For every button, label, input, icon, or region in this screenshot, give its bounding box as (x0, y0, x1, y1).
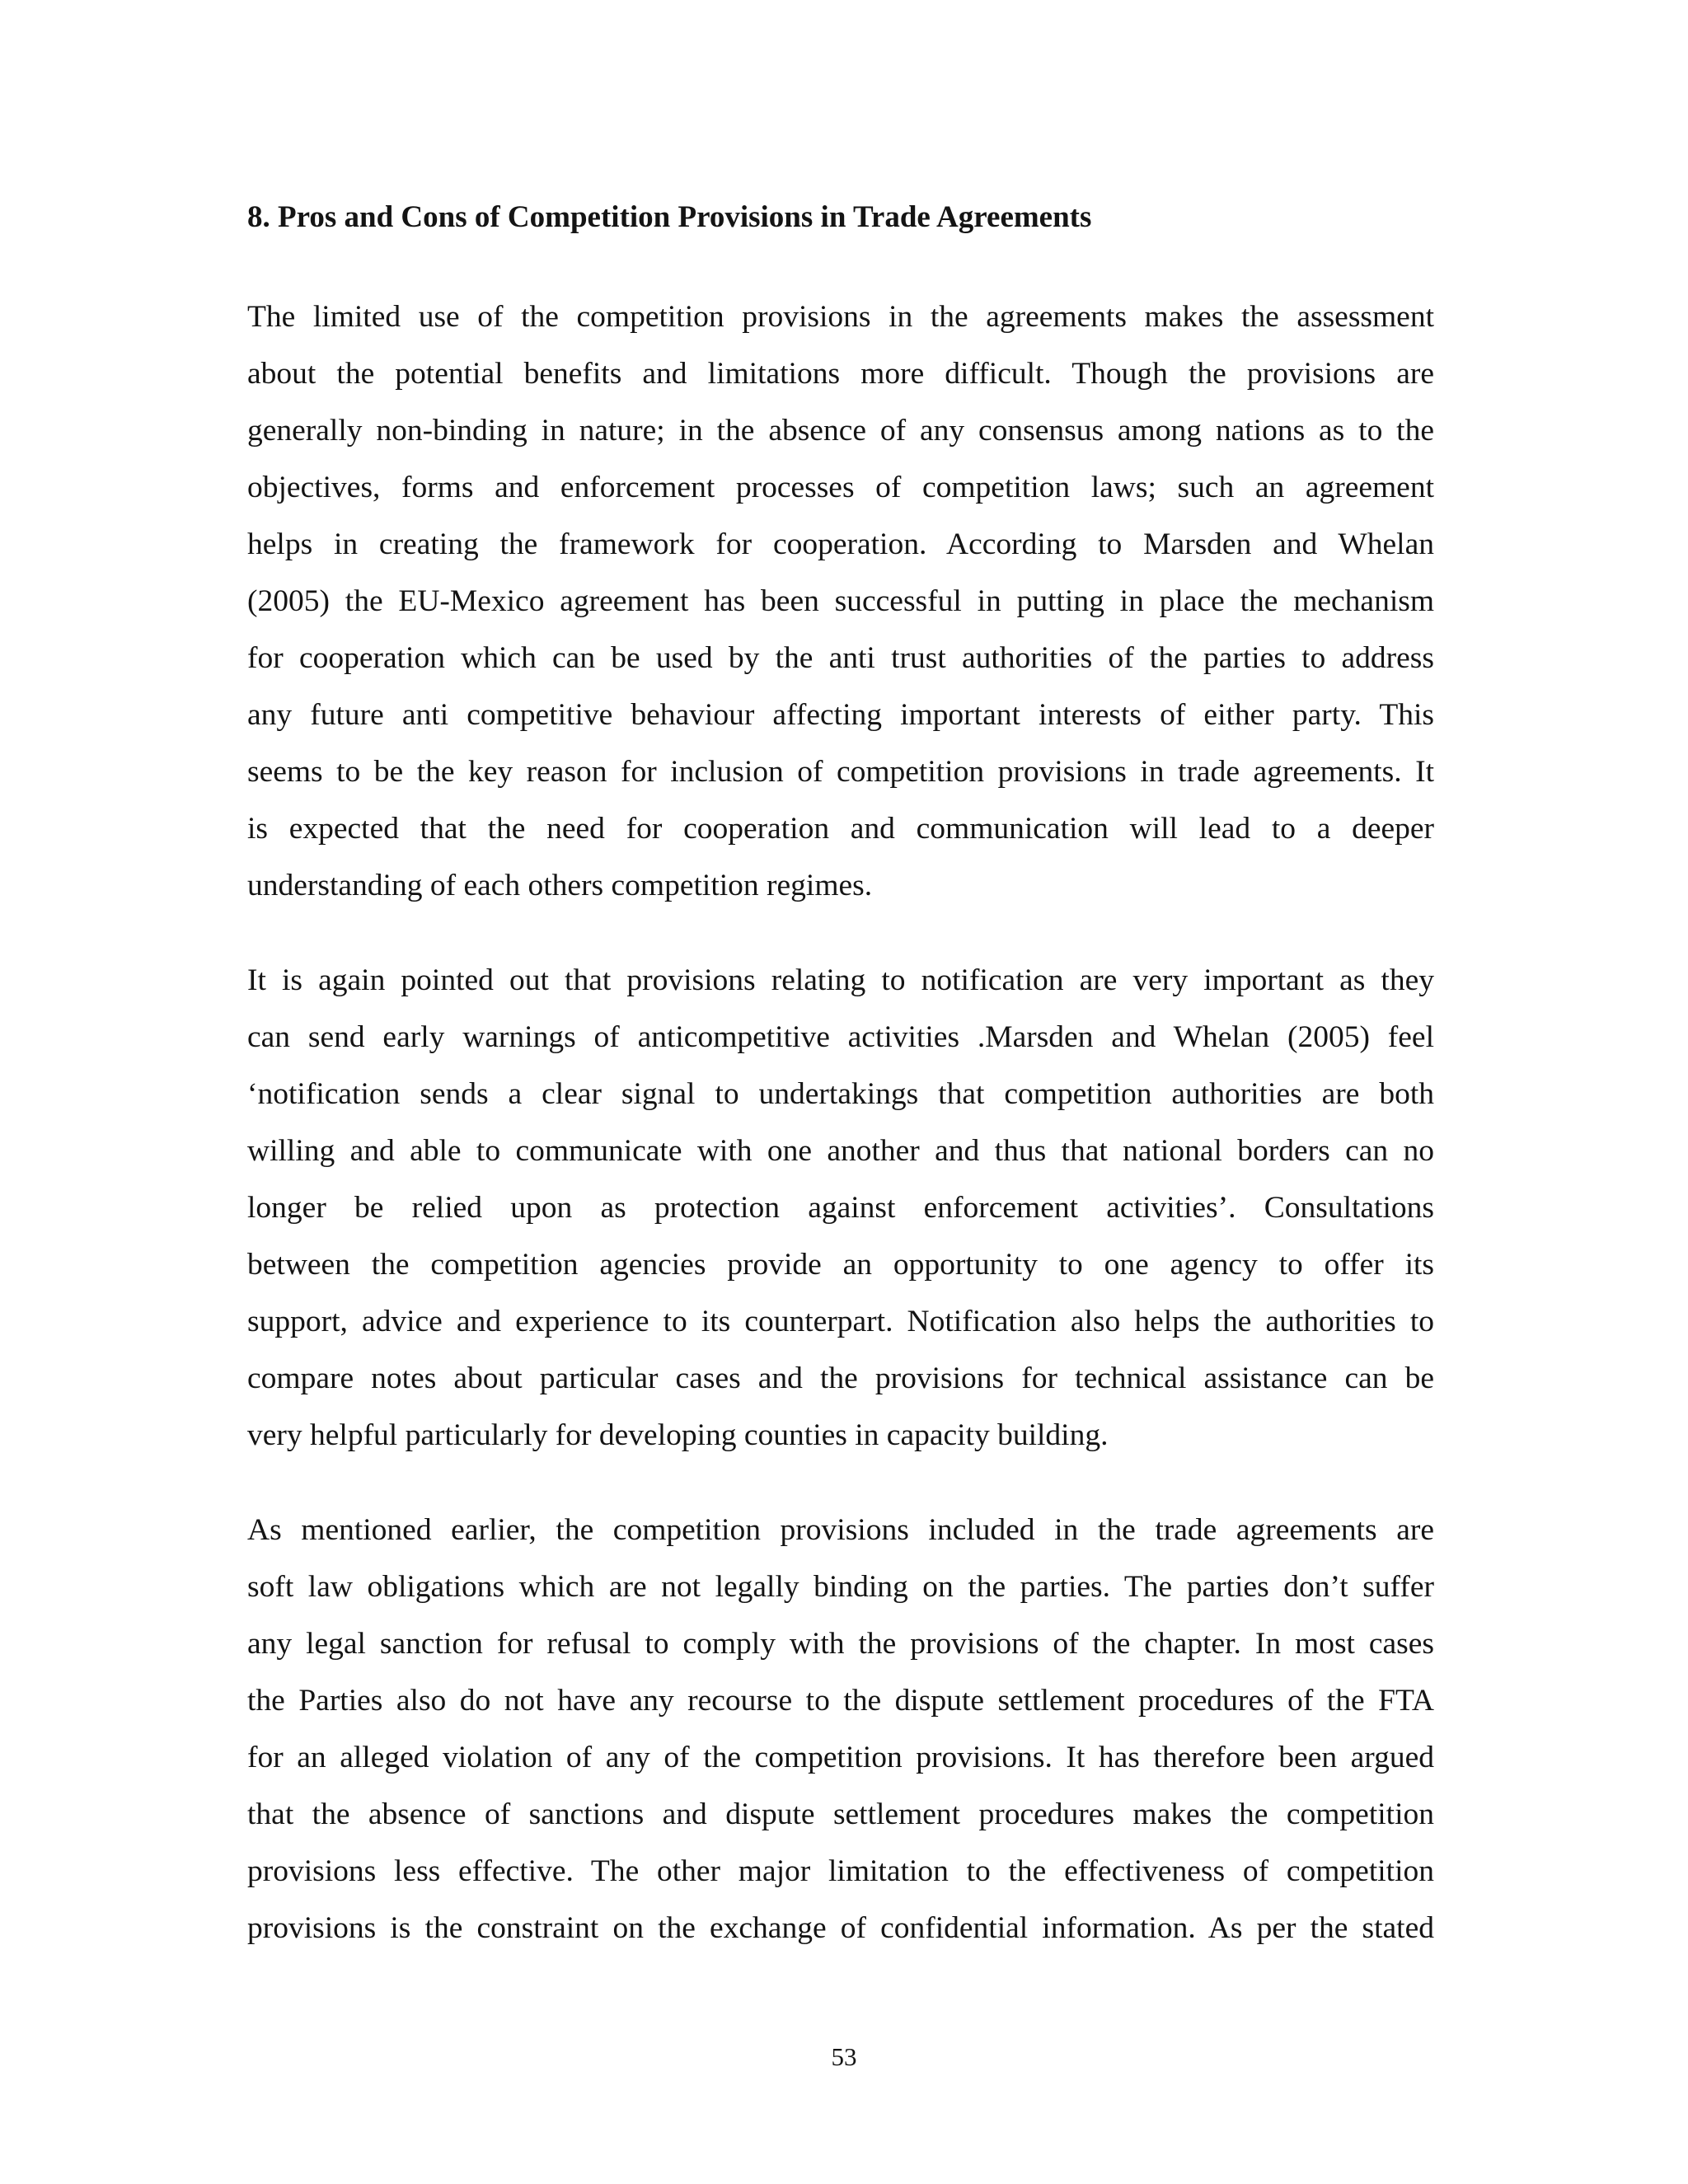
text-line: that the absence of sanctions and dispute settlement procedures makes the competition (247, 1797, 1434, 1831)
text-line: the Parties also do not have any recourse to the dispute settlement procedures of the FTA (247, 1684, 1434, 1718)
text-line: can send early warnings of anticompetitive activities .Marsden and Whelan (2005) feel (247, 1020, 1434, 1054)
text-line: ‘notification sends a clear signal to undertakings that competition authorities are both (247, 1077, 1434, 1111)
text-line: objectives, forms and enforcement processes of competition laws; such an agreement (247, 471, 1434, 504)
paragraph-3 (247, 1502, 1434, 1957)
page-number: 53 (831, 2042, 857, 2071)
text-line: for cooperation which can be used by the anti trust authorities of the parties to address (247, 641, 1434, 675)
text-line: generally non-binding in nature; in the absence of any consensus among nations as to the (247, 414, 1434, 448)
text-line: provisions less effective. The other major limitation to the effectiveness of competition (247, 1854, 1434, 1888)
text-line: longer be relied upon as protection against enforcement activities’. Consultations (247, 1191, 1434, 1225)
text-line: understanding of each others competition regimes. (247, 869, 873, 902)
paragraph-2 (247, 952, 1434, 1464)
text-line: very helpful particularly for developing counties in capacity building. (247, 1418, 1109, 1452)
text-line: compare notes about particular cases and the provisions for technical assistance can be (247, 1361, 1434, 1395)
text-line: willing and able to communicate with one another and thus that national borders can no (247, 1134, 1434, 1168)
text-line: seems to be the key reason for inclusion of competition provisions in trade agreements. It (247, 755, 1434, 789)
text-line: As mentioned earlier, the competition provisions included in the trade agreements are (247, 1513, 1434, 1547)
text-line: is expected that the need for cooperation and communication will lead to a deeper (247, 812, 1434, 846)
text-line: about the potential benefits and limitations more difficult. Though the provisions are (247, 357, 1434, 391)
text-line: helps in creating the framework for cooperation. According to Marsden and Whelan (247, 527, 1434, 561)
text-line: support, advice and experience to its counterpart. Notification also helps the authorities to (247, 1305, 1434, 1338)
text-line: between the competition agencies provide an opportunity to one agency to offer its (247, 1248, 1434, 1282)
text-line: It is again pointed out that provisions relating to notification are very important as they (247, 963, 1434, 997)
text-line: The limited use of the competition provisions in the agreements makes the assessment (247, 300, 1434, 334)
section-heading: 8. Pros and Cons of Competition Provisions in Trade Agreements (247, 200, 1092, 234)
page-content (247, 194, 1434, 1994)
text-line: any future anti competitive behaviour affecting important interests of either party. This (247, 698, 1434, 732)
text-line: for an alleged violation of any of the competition provisions. It has therefore been argued (247, 1741, 1434, 1774)
text-line: provisions is the constraint on the exchange of confidential information. As per the stated (247, 1911, 1434, 1945)
paragraph-1 (247, 288, 1434, 914)
text-line: any legal sanction for refusal to comply with the provisions of the chapter. In most cases (247, 1627, 1434, 1661)
text-line: (2005) the EU-Mexico agreement has been successful in putting in place the mechanism (247, 584, 1434, 618)
text-line: soft law obligations which are not legally binding on the parties. The parties don’t suffer (247, 1570, 1434, 1604)
